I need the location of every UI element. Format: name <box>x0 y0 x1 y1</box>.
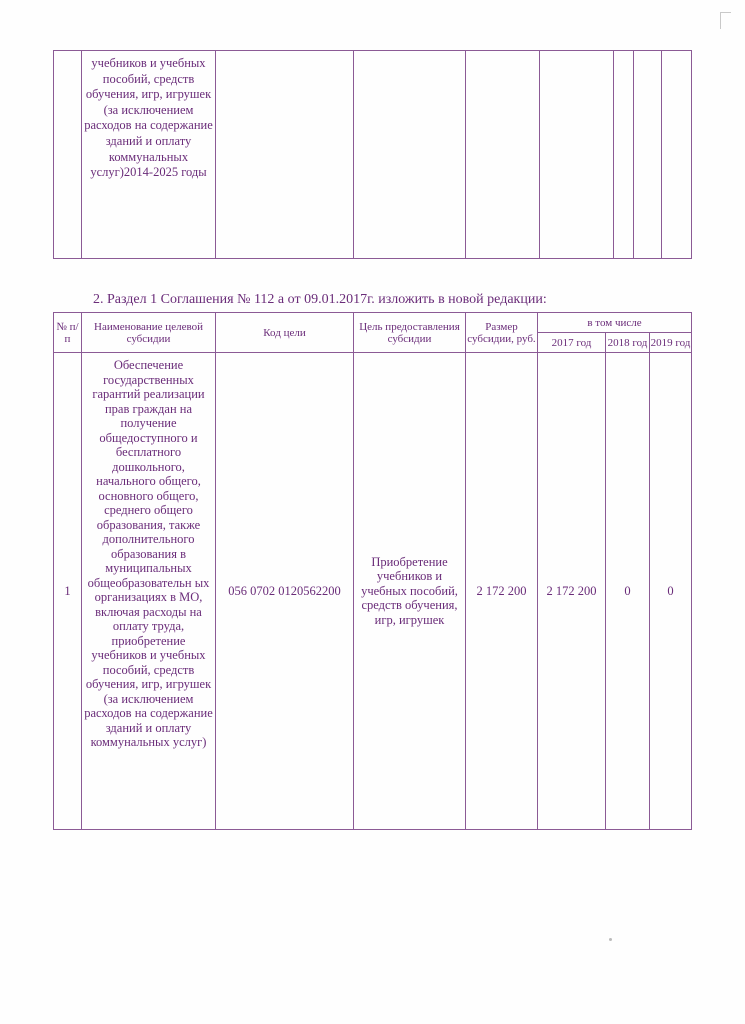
subsidy-table <box>53 312 692 830</box>
num-cell-empty <box>54 51 82 259</box>
row-code: 056 0702 0120562200 <box>216 353 354 830</box>
row-2019: 0 <box>650 353 692 830</box>
header-code: Код цели <box>216 313 354 353</box>
row-purpose: Приобретение учебников и учебных пособий, средств обучения, игр, игрушек <box>354 353 466 830</box>
header-2017: 2017 год <box>538 333 606 353</box>
year-cell-empty <box>634 51 662 259</box>
purpose-cell-empty <box>354 51 466 259</box>
year-cell-empty <box>662 51 692 259</box>
row-name: Обеспечение государственных гарантий реализации прав граждан на получение общедоступного и бесплатного дошкольного, начального общего, основного общего, среднего общего образования, также дополнительного образования в муниципальных общеобразовательн ых организациях в МО, включая расходы на оплату труда, приобретение учебников и учебных пособий, средств обучения, игр, игрушек (за исключением расходов на содержание зданий и оплату коммунальных услуг) <box>82 353 216 830</box>
previous-page-table <box>53 50 692 259</box>
narrow-cell-empty <box>614 51 634 259</box>
header-purpose: Цель предоставления субсидии <box>354 313 466 353</box>
header-amount: Размер субсидии, руб. <box>466 313 538 353</box>
name-continuation-text: учебников и учебных пособий, средств обучения, игр, игрушек (за исключением расходов на содержание зданий и оплату коммунальных услуг)2014-2025 годы <box>84 56 213 180</box>
year-cell-empty <box>540 51 614 259</box>
row-num: 1 <box>54 353 82 830</box>
code-cell-empty <box>216 51 354 259</box>
row-2018: 0 <box>606 353 650 830</box>
name-continuation-cell <box>82 51 216 259</box>
scan-corner-mark <box>720 12 731 29</box>
header-2018: 2018 год <box>606 333 650 353</box>
row-2017: 2 172 200 <box>538 353 606 830</box>
scan-speck <box>609 938 612 941</box>
header-including: в том числе <box>538 313 692 333</box>
header-name: Наименование целевой субсидии <box>82 313 216 353</box>
header-num: № п/п <box>54 313 82 353</box>
amount-cell-empty <box>466 51 540 259</box>
row-amount: 2 172 200 <box>466 353 538 830</box>
header-2019: 2019 год <box>650 333 692 353</box>
section-heading: 2. Раздел 1 Соглашения № 112 а от 09.01.2017г. изложить в новой редакции: <box>93 292 547 307</box>
